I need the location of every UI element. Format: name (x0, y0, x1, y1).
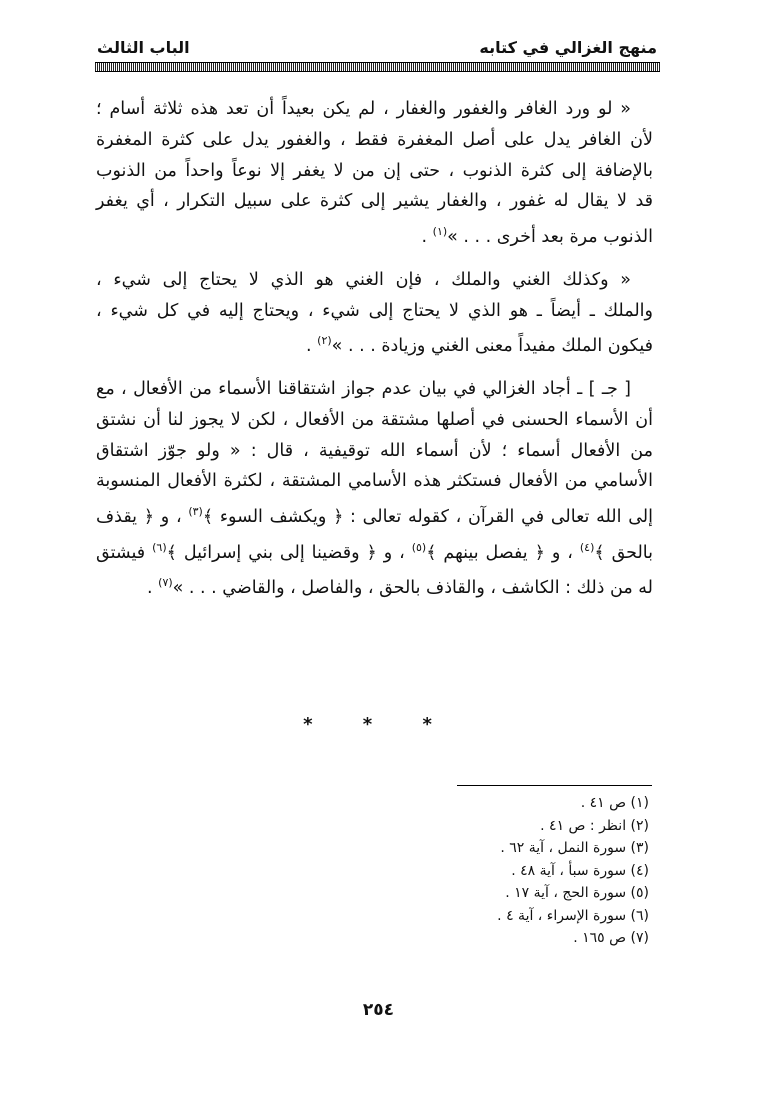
section-separator: * * * (303, 714, 454, 735)
text-line: له من ذلك : الكاشف ، والقاذف بالحق ، والفاصل ، والقاضي . . . »$^{(٧)}$ . (147, 576, 653, 599)
text-line: فيكون الملك مفيداً معنى الغني وزيادة . . . »$^{(٢)}$ . (306, 334, 653, 357)
text-line: من الأفعال أسماء ؛ لأن أسماء الله توقيفية ، قال : « ولو جوّز اشتقاق (96, 440, 653, 461)
footnote-item: (٥) سورة الحج ، آية ١٧ . (505, 885, 649, 901)
text-line: بالحق ﴾$^{(٤)}$ ، و ﴿ يفصل بينهم ﴾$^{(٥)}$ ، و ﴿ وقضينا إلى بني إسرائيل ﴾$^{(٦)}$ فيشتق (96, 540, 653, 563)
paragraph-derivation (96, 374, 653, 604)
text-line: والملك ـ أيضاً ـ هو الذي لا يحتاج إلى شيء ، ويحتاج إليه في كل شيء ، (96, 300, 653, 321)
footnote-item: (٦) سورة الإسراء ، آية ٤ . (497, 907, 649, 924)
footnote-marker: (٦) (152, 540, 167, 554)
running-header-book-title: منهج الغزالي في كتابه (479, 38, 657, 57)
text-line: لأن الغافر يدل على أصل المغفرة فقط ، والغفور يدل على كثرة المغفرة (96, 129, 653, 150)
footnote-item: (٧) ص ١٦٥ . (573, 930, 649, 946)
text-line: إلى الله تعالى في القرآن ، كقوله تعالى : ﴿ ويكشف السوء ﴾$^{(٣)}$ ، و ﴿ يقذف (96, 505, 653, 528)
footnotes (497, 792, 649, 950)
text-line: الذنوب مرة بعد أخرى . . . »$^{(١)}$ . (421, 225, 653, 248)
text-line: أن الأسماء الحسنى في أصلها مشتقة من الأفعال ، لكن لا يجوز لنا أن نشتق (96, 409, 653, 430)
footnote-item: (٣) سورة النمل ، آية ٦٢ . (500, 840, 649, 856)
header-rule (95, 62, 660, 72)
footnote-item: (٤) سورة سبأ ، آية ٤٨ . (511, 862, 649, 879)
running-header-chapter: الباب الثالث (97, 38, 190, 57)
page-number: ٢٥٤ (362, 1000, 395, 1020)
footnote-marker: (٤) (579, 540, 595, 554)
text-line: [ جـ ] ـ أجاد الغزالي في بيان عدم جواز اشتقاقنا الأسماء من الأفعال ، مع (96, 379, 631, 400)
footnote-rule (457, 785, 652, 786)
paragraph-quote-ghani (96, 265, 653, 362)
footnote-item: (٢) انظر : ص ٤١ . (540, 817, 649, 834)
footnote-marker: (٧) (158, 576, 173, 590)
footnote-marker: (٢) (317, 334, 332, 348)
footnote-marker: (٣) (188, 505, 203, 519)
footnote-marker: (١) (432, 225, 448, 239)
main-text (96, 94, 653, 616)
text-line: بالإضافة إلى كثرة الذنوب ، حتى إن من لا يغفر إلا نوعاً واحداً من الذنوب (96, 160, 653, 181)
footnote-item: (١) ص ٤١ . (580, 795, 649, 811)
text-line: قد لا يقال له غفور ، والغفار يشير إلى كثرة على سبيل التكرار ، أي يغفر (96, 191, 653, 212)
text-line: « لو ورد الغافر والغفور والغفار ، لم يكن بعيداً أن تعد هذه ثلاثة أسام ؛ (96, 99, 631, 119)
footnote-marker: (٥) (411, 540, 427, 554)
paragraph-quote-forgiveness (96, 94, 653, 253)
text-line: « وكذلك الغني والملك ، فإن الغني هو الذي لا يحتاج إلى شيء ، (96, 269, 631, 290)
text-line: الأسامي من الأفعال فستكثر هذه الأسامي المشتقة ، لكثرة الأفعال المنسوبة (96, 471, 653, 492)
